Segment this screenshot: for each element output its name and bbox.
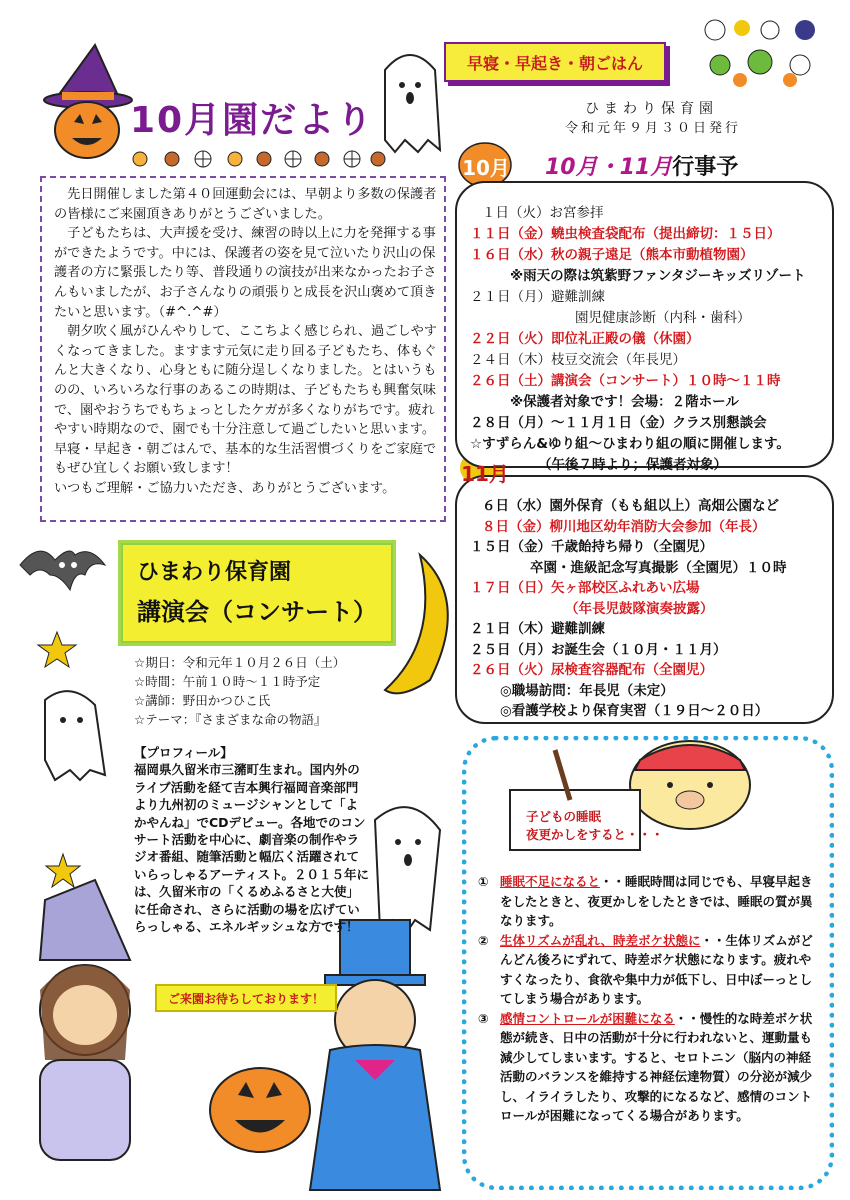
sleep-item-lead: 睡眠不足になると bbox=[500, 874, 601, 889]
concert-theme: ☆テーマ：『さまざまな命の物語』 bbox=[134, 712, 327, 727]
event-item: ２６日（火）尿検査容器配布（全園児） bbox=[470, 662, 713, 678]
concert-time: ☆時間：午前１０時〜１１時予定 bbox=[134, 674, 321, 689]
school-name: ひまわり保育園 bbox=[585, 101, 718, 117]
welcome-banner: ご来園お待ちしております！ bbox=[155, 984, 337, 1012]
jack-o-lantern-icon bbox=[210, 1068, 310, 1152]
event-item: （年長児鼓隊演奏披露） bbox=[565, 600, 714, 617]
events-header-months: 10月・11月 bbox=[545, 155, 673, 180]
intro-paragraph: 朝夕吹く風がひんやりして、ここちよく感じられ、過ごしやすくなってきました。ますます元気に走り回る子どもたち、体もぐんと大きくなり、心身ともに随分逞しくなりました。とはいうものの、いろいろな行事のあるこの時期は、子どもたちも興奮気味で、園やおうちでもちょっとしたケガが多くなりがちです。疲れやすい時期なので、園でも十分注意して過ごしたいと思います。 bbox=[54, 324, 437, 438]
sleep-item bbox=[478, 872, 813, 931]
sleep-item-number: ② bbox=[478, 932, 489, 948]
sleep-item bbox=[478, 931, 813, 1009]
event-item: ２５日（月）お誕生会（１０月・１１月） bbox=[470, 641, 727, 658]
concert-date: ☆期日：令和元年１０月２６日（土） bbox=[134, 655, 346, 670]
event-item: １６日（水）秋の親子遠足（熊本市動植物園） bbox=[470, 247, 754, 263]
intro-paragraph: 早寝・早起き・朝ごはんで、基本的な生活習慣づくりをご家庭でもぜひ宜しくお願い致します！ bbox=[54, 441, 437, 477]
event-item: ６日（水）園外保育（もも組以上）高畑公園など bbox=[482, 498, 779, 514]
profile bbox=[134, 744, 369, 935]
ghost-icon bbox=[375, 807, 440, 935]
event-item: 園児健康診断（内科・歯科） bbox=[575, 310, 751, 326]
sleep-item-lead: 生体リズムが乱れ、時差ボケ状態に bbox=[500, 932, 701, 948]
november-badge-label: 11月 bbox=[461, 461, 509, 486]
event-item: ※雨天の際は筑紫野ファンタジーキッズリゾート bbox=[510, 268, 806, 284]
event-item: ※保護者対象です！会場：２階ホール bbox=[510, 394, 739, 410]
concert-lecturer: ☆講師：野田かつひこ氏 bbox=[134, 693, 271, 708]
event-item: ８日（金）柳川地区幼年消防大会参加（年長） bbox=[482, 518, 766, 535]
sleep-item-number: ① bbox=[478, 874, 489, 889]
event-item: ◎職場訪問：年長児（未定） bbox=[500, 682, 674, 699]
events-header bbox=[545, 150, 738, 181]
concert-title-2: 講演会（コンサート） bbox=[137, 598, 377, 626]
halloween-characters-icon bbox=[705, 20, 815, 87]
event-item: ◎看護学校より保育実習（１９日〜２０日） bbox=[500, 703, 769, 719]
event-item: １日（火）お宮参拝 bbox=[482, 205, 604, 221]
sleep-item-text: ・・睡眠時間は同じでも、早寝早起きをしたときと、夜更かしをしたときでは、睡眠の質が異なります。 bbox=[500, 874, 813, 928]
event-item: （午後７時より；保護者対象） bbox=[538, 457, 727, 473]
event-item: １７日（日）矢ヶ部校区ふれあい広場 bbox=[470, 580, 700, 596]
jack-o-lantern-icon bbox=[44, 45, 132, 158]
concert-title-1: ひまわり保育園 bbox=[137, 560, 292, 585]
event-item: ２４日（木）枝豆交流会（年長児） bbox=[470, 352, 686, 368]
event-item: ２６日（土）講演会（コンサート）１０時〜１１時 bbox=[470, 373, 781, 389]
witch-girl-icon bbox=[40, 880, 130, 1160]
star-icon bbox=[38, 632, 76, 667]
events-header-suffix: 行事予 bbox=[672, 155, 739, 180]
motto-banner: 早寝・早起き・朝ごはん bbox=[444, 42, 666, 82]
moon-icon bbox=[385, 555, 448, 693]
event-item: ２２日（火）即位礼正殿の儀（休園） bbox=[470, 331, 700, 347]
sleep-heading bbox=[526, 808, 664, 844]
event-item: ２１日（木）避難訓練 bbox=[470, 621, 605, 637]
sleep-item bbox=[478, 1009, 813, 1126]
event-item: ２１日（月）避難訓練 bbox=[470, 289, 605, 305]
october-badge: 10月 bbox=[462, 155, 510, 180]
sleep-item-text: ・・生体リズムがどんどん後ろにずれて、時差ボケ状態になります。疲れやすくなったり、食欲や集中力が低下し、日中ぼーっとしてしまう場合があります。 bbox=[500, 932, 813, 1006]
ghost-icon bbox=[45, 691, 105, 780]
event-item: １１日（金）蟯虫検査袋配布（提出締切：１５日） bbox=[470, 226, 781, 242]
magician-boy-icon bbox=[310, 920, 440, 1190]
profile-title: 【プロフィール】 bbox=[134, 745, 233, 760]
sleep-item-number: ③ bbox=[478, 1010, 489, 1026]
intro-paragraph: 先日開催しました第４０回運動会には、早朝より多数の保護者の皆様にご来園頂きありがとうございました。 bbox=[54, 187, 437, 222]
candy-row-icon bbox=[133, 151, 385, 167]
event-item: １５日（金）千歳飴持ち帰り（全園児） bbox=[470, 539, 713, 555]
intro-paragraph: 子どもたちは、大声援を受け、練習の時以上に力を発揮する事ができたようです。中には、保護者の姿を見て泣いたり沢山の保護者の方に緊張したり等、普段通りの演技が出来なかったお子さんもいましたが、お子さんなりの頑張りと成長を沢山褒めて頂きたいと思います。（#^.^#） bbox=[54, 226, 437, 320]
ghost-icon bbox=[385, 55, 440, 152]
sleep-item-text: ・・慢性的な時差ボケ状態が続き、日中の活動が十分に行われないと、運動量も減少してしまいます。すると、セロトニン（脳内の神経活動のバランスを維持する神経伝達物質）の分泌が減少し、イライラしたり、攻撃的になるなど、感情のコントロールが困難になってくる場合があります。 bbox=[500, 1010, 813, 1123]
event-item: ☆すずらん&ゆり組〜ひまわり組の順に開催します。 bbox=[470, 436, 790, 452]
page-title: 10月園だより bbox=[130, 100, 375, 141]
issue-date: 令和元年９月３０日発行 bbox=[565, 121, 742, 136]
sleep-heading-2: 夜更かしをすると・・・ bbox=[526, 827, 664, 842]
event-item: 卒園・進級記念写真撮影（全園児）１０時 bbox=[530, 559, 787, 576]
star-icon bbox=[46, 854, 80, 887]
sleep-heading-1: 子どもの睡眠 bbox=[526, 809, 602, 824]
sleep-item-lead: 感情コントロールが困難になる bbox=[500, 1010, 675, 1026]
bat-icon bbox=[20, 551, 105, 590]
event-item: ２８日（月）〜１１月１日（金）クラス別懇談会 bbox=[470, 415, 767, 431]
profile-text: 福岡県久留米市三瀦町生まれ。国内外のライブ活動を経て吉本興行福岡音楽部門より九州初のミュージシャンとして「よかやんね」でCDデビュー。各地でのコンサート活動を中心に、劇音楽の制作やラジオ番組、随筆活動と幅広く活躍されていらっしゃるアーティスト。２０１５年には、久留米市の「くるめふるさと大使」に任命され、さらに活動の場を広げていらっしゃる、エネルギッシュな方です！ bbox=[134, 762, 370, 935]
intro-text bbox=[54, 185, 439, 499]
intro-paragraph: いつもご理解・ご協力いただき、ありがとうございます。 bbox=[54, 480, 396, 496]
sleep-items bbox=[478, 872, 813, 1126]
